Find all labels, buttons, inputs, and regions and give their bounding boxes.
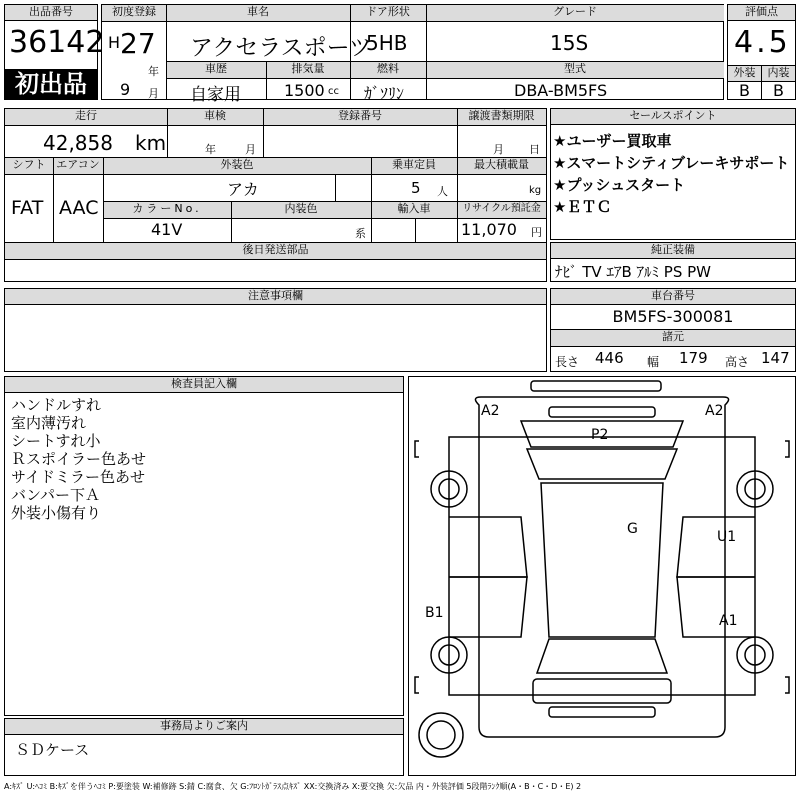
length: 446 <box>595 349 624 367</box>
displacement-label: 排気量 <box>266 62 350 78</box>
mark-u1: U1 <box>717 529 737 545</box>
max-load-unit: kg <box>529 185 542 196</box>
first-reg-label: 初度登録 <box>102 5 166 21</box>
era: H <box>108 33 121 52</box>
history-label: 車歴 <box>166 62 266 78</box>
mark-b1: B1 <box>425 605 444 621</box>
car-outline-svg <box>409 377 795 775</box>
caution-box <box>4 288 547 372</box>
recycle-label: リサイクル預託金 <box>457 202 546 218</box>
lot-number: 36142 <box>9 25 105 60</box>
capacity-label: 乗車定員 <box>371 158 457 174</box>
shift: FAT <box>11 197 44 219</box>
mark-p2: P2 <box>591 427 609 443</box>
ac-label: エアコン <box>53 158 103 174</box>
fuel: ｶﾞｿﾘﾝ <box>364 84 405 103</box>
header-grid <box>101 4 724 105</box>
import-label: 輸入車 <box>371 202 457 218</box>
year-unit: 年 <box>148 65 159 78</box>
office-notice-box <box>4 718 404 776</box>
inspector-note: 外装小傷有り <box>11 504 102 522</box>
office-notice-value: ＳＤケース <box>15 741 90 759</box>
inspection-year-unit: 年 <box>205 143 216 156</box>
first-listing-badge: 初出品 <box>5 69 97 99</box>
mileage: 42,858 <box>43 131 113 155</box>
details-grid <box>4 108 547 282</box>
transfer-day-unit: 日 <box>529 143 540 156</box>
inspector-note: サイドミラー色あせ <box>11 468 145 486</box>
model-code: DBA-BM5FS <box>514 81 608 100</box>
mark-g: G <box>627 521 638 537</box>
reg-no-label: 登録番号 <box>263 109 457 125</box>
lot-number-label: 出品番号 <box>5 5 97 21</box>
car-name-label: 車名 <box>166 5 350 21</box>
caution-label: 注意事項欄 <box>5 289 546 305</box>
air-conditioner: AAC <box>59 197 99 219</box>
sales-point-item: ★ＥＴＣ <box>553 198 612 216</box>
width-label: 幅 <box>647 355 660 369</box>
grade-label: グレード <box>426 5 724 21</box>
sales-point-item: ★ユーザー買取車 <box>553 132 672 150</box>
month-unit: 月 <box>148 87 159 100</box>
equipment-label: 純正装備 <box>551 243 795 259</box>
door-label: ドア形状 <box>350 5 426 21</box>
dims-label: 諸元 <box>551 330 795 346</box>
inspection-label: 車検 <box>167 109 263 125</box>
mileage-unit: km <box>135 131 167 155</box>
inspector-box <box>4 376 404 716</box>
recycle-fee: 11,070 <box>461 220 517 239</box>
sales-point-item: ★プッシュスタート <box>553 176 686 194</box>
width: 179 <box>679 349 708 367</box>
capacity-unit: 人 <box>437 185 448 198</box>
chassis-number: BM5FS-300081 <box>612 307 734 326</box>
inspector-note: Ｒスポイラー色あせ <box>11 450 147 468</box>
height: 147 <box>761 349 790 367</box>
equipment-box <box>550 242 796 282</box>
car-history: 自家用 <box>190 85 241 105</box>
int-color-label: 内装色 <box>231 202 371 218</box>
length-label: 長さ <box>555 355 580 369</box>
transfer-month-unit: 月 <box>493 143 504 156</box>
chassis-box <box>550 288 796 372</box>
color-no-label: カラーNo. <box>103 202 231 218</box>
sales-point-item: ★スマートシティブレーキサポート <box>553 154 790 172</box>
mark-a2-left: A2 <box>481 403 500 419</box>
later-parts-label: 後日発送部品 <box>5 243 546 259</box>
ext-color: アカ <box>227 180 259 199</box>
sales-points-label: セールスポイント <box>551 109 795 125</box>
inspector-note: ハンドルすれ <box>11 396 102 414</box>
fuel-label: 燃料 <box>350 62 426 78</box>
int-grade-label: 内装 <box>762 66 795 81</box>
equipment-value: ﾅﾋﾞ TV ｴｱB ｱﾙﾐ PS PW <box>555 263 711 281</box>
legend: A:ｷｽﾞ U:ﾍｺﾐ B:ｷｽﾞを伴うﾍｺﾐ P:要塗装 W:補修跡 S:錆 C:腐食、欠 G:ﾌﾛﾝﾄｶﾞﾗｽ点ｷｽﾞ XX:交換済み X:要交換 欠:欠品 内・外装評価 5段階ﾗﾝｸ順(A・B・C・D・E) 2 <box>4 782 582 791</box>
score-box <box>727 4 796 100</box>
first-reg-month: 9 <box>120 80 131 99</box>
transfer-deadline-label: 譲渡書類期限 <box>457 109 546 125</box>
inspection-month-unit: 月 <box>245 143 256 156</box>
model-label: 型式 <box>426 62 724 78</box>
max-load-label: 最大積載量 <box>457 158 546 174</box>
int-color-unit: 系 <box>355 227 366 240</box>
shift-label: シフト <box>5 158 53 174</box>
mark-a2-right: A2 <box>705 403 724 419</box>
office-notice-label: 事務局よりご案内 <box>5 719 403 735</box>
sales-points-box <box>550 108 796 240</box>
displacement-unit: cc <box>328 86 339 97</box>
mark-a1: A1 <box>719 613 738 629</box>
height-label: 高さ <box>725 355 750 369</box>
inspector-note: シートすれ小 <box>11 432 101 450</box>
ext-grade: B <box>739 81 750 100</box>
displacement: 1500 <box>284 81 325 100</box>
inspector-note: 室内薄汚れ <box>11 414 87 432</box>
int-grade: B <box>773 81 784 100</box>
score: 4.5 <box>734 25 791 60</box>
inspector-note: バンパー下Ａ <box>11 486 100 504</box>
chassis-label: 車台番号 <box>551 289 795 305</box>
door-type: 5HB <box>366 31 408 55</box>
inspector-label: 検査員記入欄 <box>5 377 403 393</box>
mileage-label: 走行 <box>5 109 167 125</box>
capacity: 5 <box>411 179 421 197</box>
score-label: 評価点 <box>728 5 795 21</box>
ext-color-label: 外装色 <box>103 158 371 174</box>
recycle-unit: 円 <box>531 226 542 239</box>
first-reg-year: 27 <box>120 27 156 60</box>
ext-grade-label: 外装 <box>728 66 761 81</box>
color-no: 41V <box>151 220 183 239</box>
car-damage-diagram <box>408 376 796 776</box>
lot-number-box <box>4 4 105 100</box>
grade: 15S <box>550 31 589 55</box>
car-name: アクセラスポーツ <box>190 35 372 61</box>
